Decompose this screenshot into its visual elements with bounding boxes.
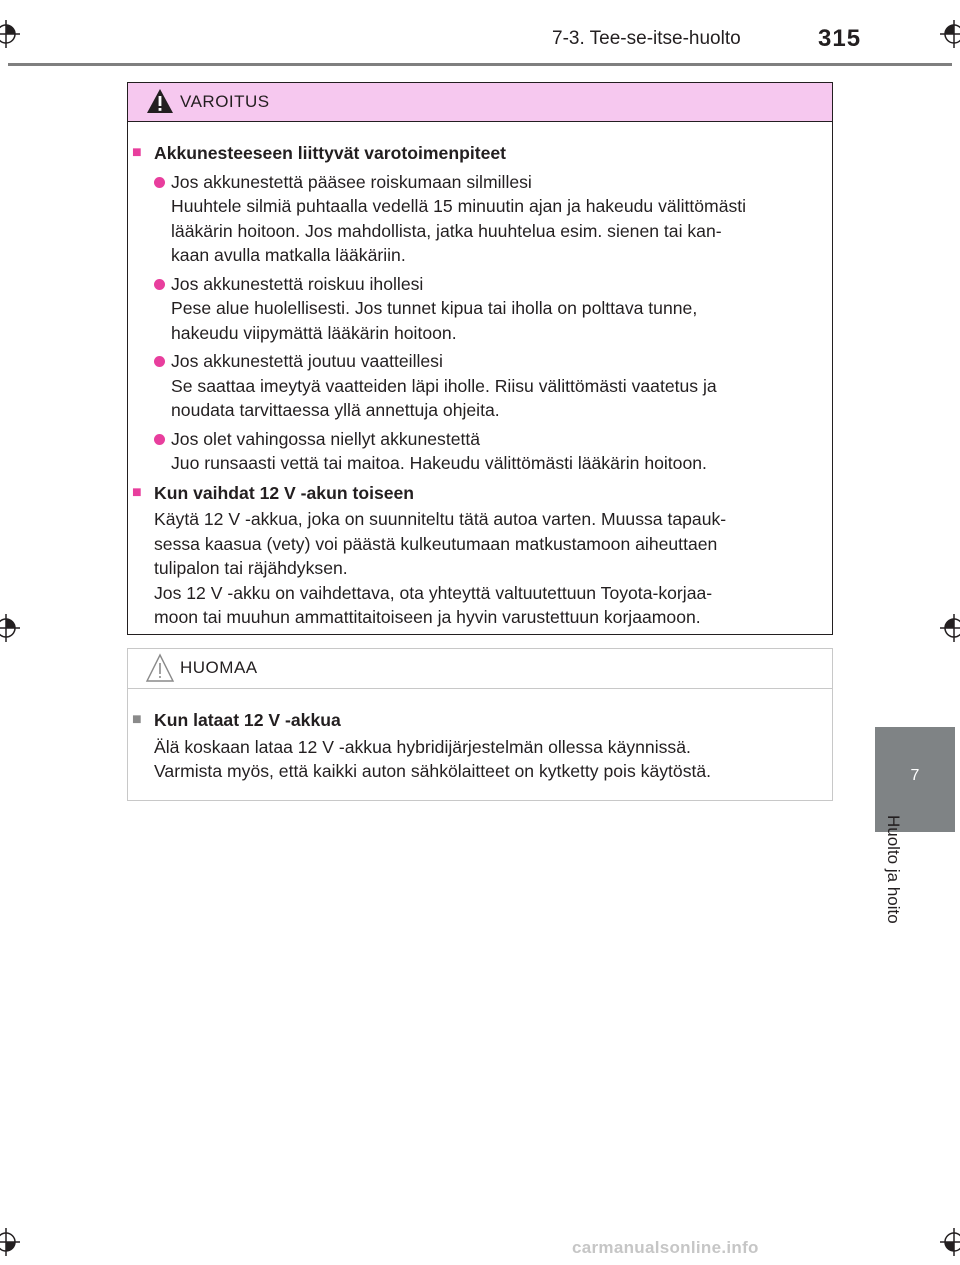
item-title: Jos akkunestettä joutuu vaatteillesi <box>171 351 443 371</box>
caution-triangle-icon <box>145 653 175 683</box>
list-item <box>154 427 822 476</box>
warning-header <box>128 83 832 122</box>
body-line: Jos 12 V -akku on vaihdettava, ota yhteyttä valtuutettuun Toyota-korjaa- <box>154 582 713 603</box>
body-line: Käytä 12 V -akkua, joka on suunniteltu tätä autoa varten. Muussa tapauk- <box>154 509 727 529</box>
item-line: Juo runsaasti vettä tai maitoa. Hakeudu välittömästi lääkärin hoitoon. <box>171 453 707 473</box>
crop-mark-icon <box>0 614 20 642</box>
warning-content <box>128 122 832 630</box>
section-heading <box>132 141 822 166</box>
square-bullet-icon: ■ <box>132 711 142 728</box>
body-line: Varmista myös, että kaikki auton sähkölaitteet on kytketty pois käytöstä. <box>154 761 712 781</box>
item-line: Huuhtele silmiä puhtaalla vedellä 15 minuutin ajan ja hakeudu välittömästi <box>171 196 747 216</box>
section-body <box>154 735 822 784</box>
section-body <box>154 507 822 630</box>
item-line: Se saattaa imeytyä vaatteiden läpi iholle. Riisu välittömästi vaatetus ja <box>171 375 717 396</box>
item-title: Jos akkunestettä pääsee roiskumaan silmillesi <box>171 171 532 192</box>
page-number: 315 <box>818 25 862 52</box>
crop-mark-icon <box>940 1228 960 1256</box>
round-bullet-icon <box>154 279 165 290</box>
section-heading <box>132 481 822 506</box>
round-bullet-icon <box>154 356 165 367</box>
heading-text: Akkunesteeseen liittyvät varotoimenpiteet <box>154 143 506 163</box>
heading-text: Kun vaihdat 12 V -akun toiseen <box>154 482 415 503</box>
body-line: tulipalon tai räjähdyksen. <box>154 558 348 578</box>
notice-box <box>127 648 833 801</box>
chapter-number: 7 <box>910 767 920 784</box>
item-line: hakeudu viipymättä lääkärin hoitoon. <box>171 322 457 343</box>
notice-content <box>128 689 832 784</box>
round-bullet-icon <box>154 434 165 445</box>
item-title: Jos olet vahingossa niellyt akkunestettä <box>171 428 481 449</box>
section-title: 7-3. Tee-se-itse-huolto <box>552 28 741 49</box>
square-bullet-icon: ■ <box>132 144 142 161</box>
item-line: Pese alue huolellisesti. Jos tunnet kipua tai iholla on polttava tunne, <box>171 298 698 318</box>
warning-title: VAROITUS <box>180 92 270 111</box>
list-item <box>154 349 822 423</box>
crop-mark-icon <box>940 20 960 48</box>
body-line: sessa kaasua (vety) voi päästä kulkeutumaan matkustamoon aiheuttaen <box>154 533 718 554</box>
crop-mark-icon <box>0 1228 20 1256</box>
list-item <box>154 170 822 268</box>
crop-mark-icon <box>940 614 960 642</box>
body-line: Älä koskaan lataa 12 V -akkua hybridijärjestelmän ollessa käynnissä. <box>154 736 691 757</box>
item-line: lääkärin hoitoon. Jos mahdollista, jatka huuhtelua esim. sienen tai kan- <box>171 220 722 241</box>
round-bullet-icon <box>154 177 165 188</box>
notice-title: HUOMAA <box>180 658 258 677</box>
item-title: Jos akkunestettä roiskuu ihollesi <box>171 273 424 294</box>
header-divider <box>8 63 952 66</box>
section-heading <box>132 708 822 733</box>
square-bullet-icon: ■ <box>132 483 142 501</box>
item-line: noudata tarvittaessa yllä annettuja ohjeita. <box>171 400 500 420</box>
heading-text: Kun lataat 12 V -akkua <box>154 710 341 730</box>
item-line: kaan avulla matkalla lääkäriin. <box>171 245 406 265</box>
notice-header <box>128 649 832 689</box>
warning-triangle-icon <box>145 87 175 115</box>
watermark: carmanualsonline.info <box>572 1238 759 1257</box>
chapter-label: Huolto ja hoito <box>884 815 903 924</box>
body-line: moon tai muuhun ammattitaitoiseen ja hyvin varustettuun korjaamoon. <box>154 607 701 627</box>
warning-box <box>127 82 833 635</box>
list-item <box>154 272 822 346</box>
crop-mark-icon <box>0 20 20 48</box>
